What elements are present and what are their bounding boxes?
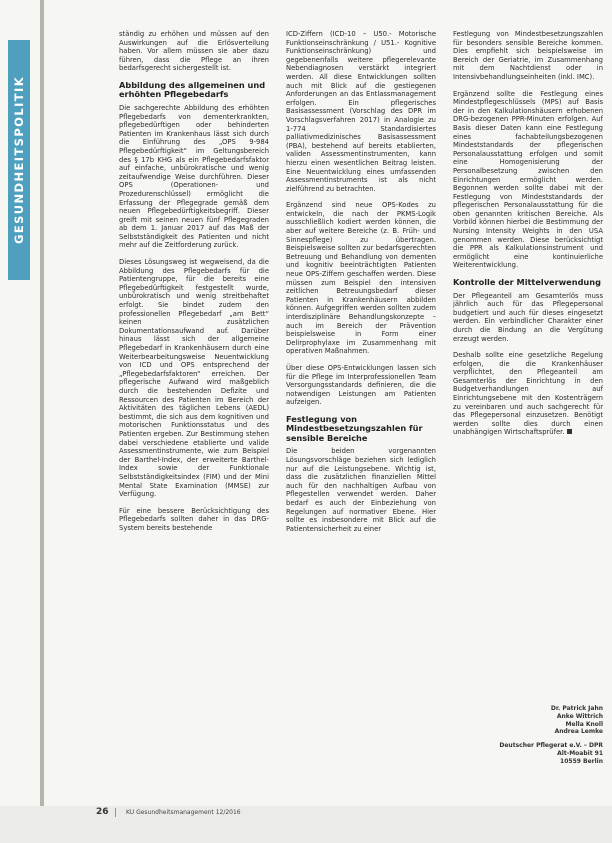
page-footer	[0, 806, 612, 843]
footer-separator: |	[114, 808, 118, 818]
author-name: Mella Knoll	[565, 720, 603, 728]
page-number: 26	[96, 807, 109, 817]
section-heading: Festlegung von Mindestbesetzungszahlen für sensible Bereiche	[286, 413, 423, 443]
text-column-2	[286, 30, 436, 790]
paragraph: Ergänzend sind neue OPS-Kodes zu entwickeln, die nach der PKMS-Logik ausschließlich kodiert werden können, die aber auf weitere Bereiche (z. B. Früh- und Sinnespflege) zu übertragen. Beispielsweise sollten zur bedarfsgerechten Betreuung und Behandlung von dementen und kognitiv beeinträchtigten Patienten neue OPS-Ziffern geschaffen werden. Diese müssen zum Beispiel den intensiven zeitlichen Betreuungsbedarf dieser Patienten in Krankenhäusern abbilden können. Aufgegriffen werden sollten zudem interdisziplinäre Behandlungskonzepte – auch im Bereich der Prävention beispielsweise in Form einer Delirprophylaxe im Zusammenhang mit operativen Maßnahmen.	[286, 201, 436, 356]
author-name: Dr. Patrick Jahn	[550, 705, 603, 712]
paragraph: Die beiden vorgenannten Lösungsvorschläge beziehen sich lediglich nur auf die Leistungsebene. Wichtig ist, dass die zusätzlichen finanziellen Mittel auch für den nachhaltigen Aufbau von Pflegestellen verwendet werden. Daher bedarf es auch der Einbeziehung von Regelungen auf normativer Ebene. Hier sollte es insbesondere mit Blick auf die Patientensicherheit zu einer	[286, 447, 436, 533]
paragraph: Die sachgerechte Abbildung des erhöhten Pflegebedarfs von dementerkrankten, pflegebedürftigen oder behinderten Patienten im Krankenhaus lässt sich durch die Einführung des „OPS 9-984 Pflegebedürftigkeit“ im Geltungsbereich des § 17b KHG als ein Pflegebedarfsfaktor auf einfache, unbürokratische und wenig zeitaufwendige Weise durchführen. Dieser OPS (Operationen- und Prozedurenschlüssel) ermöglicht die Erfassung der Pflegegrade gemäß dem neuen Pflegebedürftigkeitsbegriff. Dieser greift mit seinen neuen fünf Pflegegraden ab dem 1. Januar 2017 auf das Maß der Selbstständigkeit des Patienten und nicht mehr auf die Zeitforderung zurück.	[119, 103, 269, 250]
paragraph: ständig zu erhöhen und müssen auf den Auswirkungen auf die Erlösverteilung haben. Vor allem müssen sie aber dazu führen, dass die Pflege an ihren bedarfsgerecht sichergestellt ist.	[119, 30, 269, 73]
section-heading: Abbildung des allgemeinen und erhöhten Pflegebedarfs	[119, 79, 266, 100]
paragraph: Dieses Lösungsweg ist wegweisend, da die Abbildung des Pflegebedarfs für die Patientengruppe, für die bereits eine Pflegebedürftigkeit festgestellt wurde, unbürokratisch und wenig streitbehaftet erfolgt. Sie bindet zudem den professionellen Pflegebedarf „am Bett“ keinen zusätzlichen Dokumentationsaufwand auf. Darüber hinaus lässt sich der allgemeine Pflegebedarf in Krankenhäusern durch eine Weiterbearbeitungsweise Neuentwicklung von ICD und OPS entsprechend der „Pflegebedarfsfaktoren“ erreichen. Der pflegerische Aufwand wird maßgeblich durch die bestehenden Defizite und Ressourcen des Patienten im Bereich der Aktivitäten des täglichen Lebens (AEDL) bestimmt, die sich aus dem kognitiven und motorischen Funktionsstatus und des Patienten ergeben. Zur Bestimmung stehen dabei verschiedene etablierte und valide Assessmentinstrumente, wie zum Beispiel der Barthel-Index, der erweiterte Barthel-Index sowie der Funktionale Selbstständigkeitsindex (FIM) und der Mini Mental State Examination (MMSE) zur Verfügung.	[119, 258, 269, 499]
paragraph: Festlegung von Mindestbesetzungszahlen für besonders sensible Bereiche kommen. Dies empfiehlt sich beispielsweise im Bereich der Geriatrie, im Zusammenhang mit dem Nachtdienst oder in Intensivbehandlungseinheiten (inkl. IMC).	[453, 30, 603, 81]
paragraph: Deshalb sollte eine gesetzliche Regelung erfolgen, die die Krankenhäuser verpflichtet, den Pflegeanteil am Gesamterlös der Einrichtung in den Budgetverhandlungen auf Einrichtungsebene mit den Kostenträgern zu vereinbaren und auch sachgerecht für das Pflegepersonal einzusetzen. Benötigt werden sollte dies durch einen unabhängigen Wirtschaftsprüfer.	[453, 351, 603, 437]
author-name: Andrea Lemke	[554, 728, 603, 736]
paragraph: ICD-Ziffern (ICD-10 – U50.- Motorische Funktionseinschränkung / U51.- Kognitive Funktionseinschränkung) und gegebenenfalls weitere pflegerelevante Nebendiagnosen verstärkt integriert werden. All diese Entwicklungen sollten auch mit Blick auf die gestiegenen Anforderungen an das Entlassmanagement erfolgen. Ein pflegerisches Basisassessment (Vorschlag des DPR im Vorschlagsverfahren 2017) in Analogie zu 1-774 Standardisiertes palliativmedizinisches Basisassessment (PBA), bestehend auf bereits etablierten, validen Assessmentinstrumenten, kann hierzu einen wesentlichen Beitrag leisten. Eine Neuentwicklung eines umfassenden Assessmentinstruments ist als nicht zielführend zu betrachten.	[286, 30, 436, 193]
section-heading: Kontrolle der Mittelverwendung	[453, 277, 601, 288]
paragraph: Für eine bessere Berücksichtigung des Pflegebedarfs sollten daher in das DRG-System bereits bestehende	[119, 506, 269, 532]
end-of-article-square-icon	[567, 429, 572, 434]
author-name: Anke Wittrich	[556, 712, 603, 720]
paragraph: Ergänzend sollte die Festlegung eines Mindestpflegeschlüssels (MPS) auf Basis der in den Kalkulationshäusern erhobenen DRG-bezogenen PPR-Minuten erfolgen. Auf Basis dieser Daten kann eine Festlegung eines fachabteilungsbezogenen Mindeststandards der pflegerischen Personalausstattung erfolgen und somit eine Homogenisierung der Personalbesetzung zwischen den Einrichtungen ermöglicht werden. Begonnen werden sollte dabei mit der Festlegung von Mindeststandards der pflegerischen Personalausstattung für die oben genannten kritischen Bereiche. Als Vorbild können hierbei die Bestimmung der Nursing Intensity Weights in den USA genommen werden. Diese berücksichtigt die PPR als Kalkulationsinstrument und ermöglicht eine kontinuierliche Weiterentwicklung.	[453, 89, 603, 270]
left-vertical-bar	[40, 0, 44, 843]
author-city: 10559 Berlin	[560, 757, 603, 765]
section-title: GESUNDHEITSPOLITIK	[12, 75, 26, 245]
text-column-1	[119, 30, 269, 790]
author-organization: Deutscher Pflegerat e.V. – DPR	[499, 742, 603, 750]
paragraph: Über diese OPS-Entwicklungen lassen sich für die Pflege im Interprofessionellen Team Versorgungsstandards definieren, die die notwendigen Leistungen am Patienten aufzeigen.	[286, 363, 436, 407]
paragraph: Der Pflegeanteil am Gesamterlös muss jährlich auch für das Pflegepersonal budgetiert und auch für dieses eingesetzt werden. Ein verbindlicher Charakter einer durch die Bindung an die Vergütung erzeugt werden.	[453, 291, 603, 343]
text-column-3	[453, 30, 603, 790]
author-address: Alt-Moabit 91	[557, 749, 603, 757]
section-title-box	[8, 40, 30, 280]
sidebar	[0, 0, 40, 843]
author-block	[453, 705, 603, 766]
journal-name: KU Gesundheitsmanagement 12/2016	[126, 809, 241, 816]
